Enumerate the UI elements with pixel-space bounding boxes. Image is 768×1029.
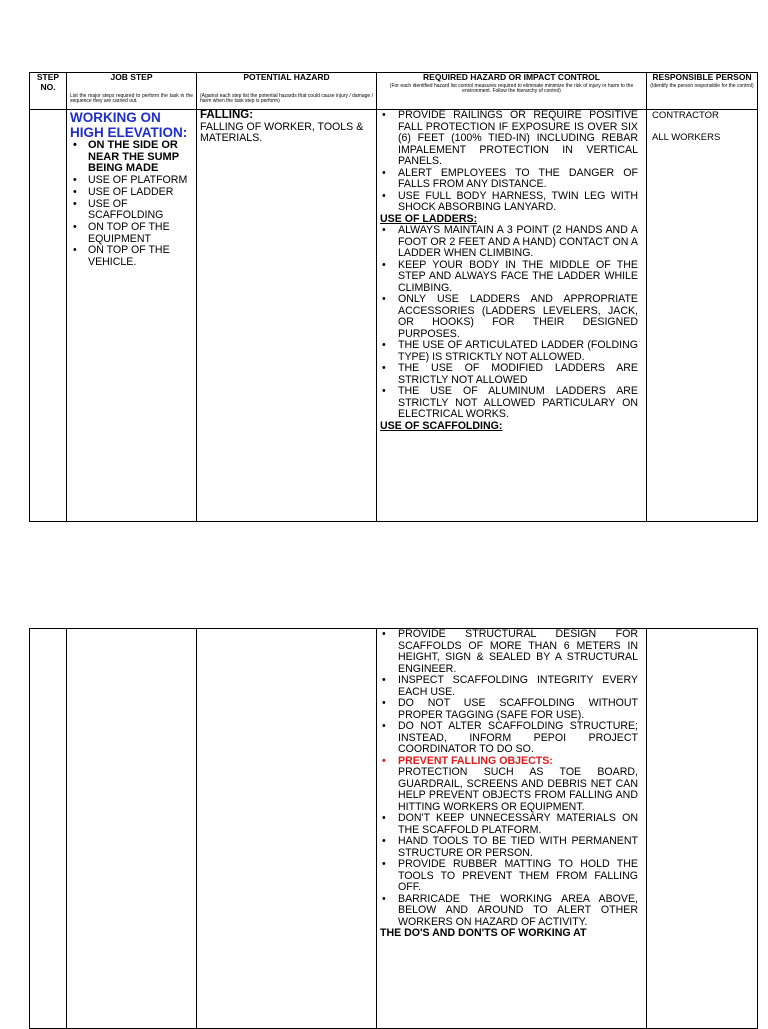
control-cell (377, 110, 647, 522)
list-item: • ALERT EMPLOYEES TO THE DANGER OF FALLS FROM ANY DISTANCE. (377, 168, 646, 191)
responsible-cell (647, 110, 758, 522)
table-row (30, 110, 758, 522)
header-control: REQUIRED HAZARD OR IMPACT CONTROL (For each identified hazard list control measures required to eliminate minimize the risk of injury or harm to the environment. Follow the hierarchy of control) (377, 73, 647, 110)
list-item: • INSPECT SCAFFOLDING INTEGRITY EVERY EACH USE. (377, 675, 646, 698)
job-step-list (67, 140, 196, 269)
list-item: • ONLY USE LADDERS AND APPROPRIATE ACCESSORIES (LADDERS LEVELERS, JACK, OR HOOKS) FOR THEIR DESIGNED PURPOSES. (377, 294, 646, 340)
scaffolding-heading: USE OF SCAFFOLDING: (380, 419, 503, 432)
table-row (30, 629, 758, 1029)
header-control-note: (For each identified hazard list control measures required to eliminate minimize the risk of injury or harm to the environment. Follow the hierarchy of control) (389, 82, 634, 95)
list-item: • DO NOT ALTER SCAFFOLDING STRUCTURE; INSTEAD, INFORM PEPOI PROJECT COORDINATOR TO DO SO. (377, 721, 646, 756)
header-job-step-note: List the major steps required to perform the task in the sequence they are carried out. (70, 92, 193, 105)
list-item: • THE USE OF ARTICULATED LADDER (FOLDING TYPE) IS STRICKTLY NOT ALLOWED. (377, 340, 646, 363)
header-responsible-note: (Identify the person responsible for the control) (650, 82, 754, 89)
list-item: • PROVIDE RAILINGS OR REQUIRE POSITIVE FALL PROTECTION IF EXPOSURE IS OVER SIX (6) FEET (100% TIED-IN) INCLUDING REBAR IMPALEMENT PROTECTION IN VERTICAL PANELS. (377, 110, 646, 168)
responsible-all-workers: ALL WORKERS (652, 132, 721, 143)
hazard-title: FALLING: (200, 109, 254, 121)
ladders-heading: USE OF LADDERS: (380, 212, 478, 225)
step-no-cell (30, 629, 67, 1029)
hazard-cell (197, 629, 377, 1029)
list-item: • DO NOT USE SCAFFOLDING WITHOUT PROPER TAGGING (SAFE FOR USE). (377, 698, 646, 721)
list-item: • BARRICADE THE WORKING AREA ABOVE, BELOW AND AROUND TO ALERT OTHER WORKERS ON HAZARD OF ACTIVITY. (377, 894, 646, 929)
control-cell (377, 629, 647, 1029)
falling-objects-text: PROTECTION SUCH AS TOE BOARD, GUARDRAIL, SCREENS AND DEBRIS NET CAN HELP PREVENT OBJECTS FROM FALLING AND HITTING WORKERS OR EQUIPMENT. (398, 766, 638, 813)
step-no-cell (30, 110, 67, 522)
scaffolding-control-list (377, 629, 646, 928)
list-item: • ALWAYS MAINTAIN A 3 POINT (2 HANDS AND A FOOT OR 2 FEET AND A HAND) CONTACT ON A LADDER WHEN CLIMBING. (377, 225, 646, 260)
responsible-cell (647, 629, 758, 1029)
header-row (30, 73, 758, 110)
hazard-cell (197, 110, 377, 522)
header-job-step: JOB STEP List the major steps required to perform the task in the sequence they are carried out. (67, 73, 197, 110)
jsa-table-page-2 (29, 628, 758, 1029)
responsible-contractor: CONTRACTOR (652, 110, 719, 121)
header-potential-hazard-note: (Against each step list the potential hazards that could cause injury / damage / harm when the task step is perform) (200, 92, 373, 105)
list-item: • HAND TOOLS TO BE TIED WITH PERMANENT STRUCTURE OR PERSON. (377, 836, 646, 859)
list-item: • USE OF PLATFORM (67, 175, 196, 187)
list-item: • THE USE OF ALUMINUM LADDERS ARE STRICTLY NOT ALLOWED PARTICULARY ON ELECTRICAL WORKS. (377, 386, 646, 421)
list-item: • PROVIDE RUBBER MATTING TO HOLD THE TOOLS TO PREVENT THEM FROM FALLING OFF. (377, 859, 646, 894)
control-list (377, 110, 646, 214)
list-item: • ON TOP OF THE VEHICLE. (67, 245, 196, 268)
header-potential-hazard: POTENTIAL HAZARD (Against each step list the potential hazards that could cause injury / damage / harm when the task step is perform) (197, 73, 377, 110)
header-responsible: RESPONSIBLE PERSON (Identify the person responsible for the control) (647, 73, 758, 110)
list-item: • USE FULL BODY HARNESS, TWIN LEG WITH SHOCK ABSORBING LANYARD. (377, 191, 646, 214)
list-item: • USE OF SCAFFOLDING (67, 199, 196, 222)
list-item: • ON TOP OF THE EQUIPMENT (67, 222, 196, 245)
list-item: • KEEP YOUR BODY IN THE MIDDLE OF THE STEP AND ALWAYS FACE THE LADDER WHILE CLIMBING. (377, 260, 646, 295)
list-item: • USE OF LADDER (67, 187, 196, 199)
list-item: • THE USE OF MODIFIED LADDERS ARE STRICTLY NOT ALLOWED (377, 363, 646, 386)
job-step-cell (67, 629, 197, 1029)
list-item (377, 756, 646, 814)
ladder-control-list (377, 225, 646, 421)
job-step-cell (67, 110, 197, 522)
jsa-table-page-1 (29, 72, 758, 522)
hazard-text: FALLING OF WORKER, TOOLS & MATERIALS. (200, 120, 364, 144)
list-item: • PROVIDE STRUCTURAL DESIGN FOR SCAFFOLDS OF MORE THAN 6 METERS IN HEIGHT, SIGN & SEALED BY A STRUCTURAL ENGINEER. (377, 629, 646, 675)
header-step-no: STEP NO. (30, 73, 67, 110)
job-step-title: WORKING ON HIGH ELEVATION: (70, 110, 188, 140)
falling-objects-label: PREVENT FALLING OBJECTS: (398, 754, 553, 767)
list-item: • ON THE SIDE OR NEAR THE SUMP BEING MADE (67, 140, 196, 175)
list-item: • DON'T KEEP UNNECESSARY MATERIALS ON THE SCAFFOLD PLATFORM. (377, 813, 646, 836)
dos-and-donts-heading: THE DO'S AND DON'TS OF WORKING AT (380, 927, 587, 939)
